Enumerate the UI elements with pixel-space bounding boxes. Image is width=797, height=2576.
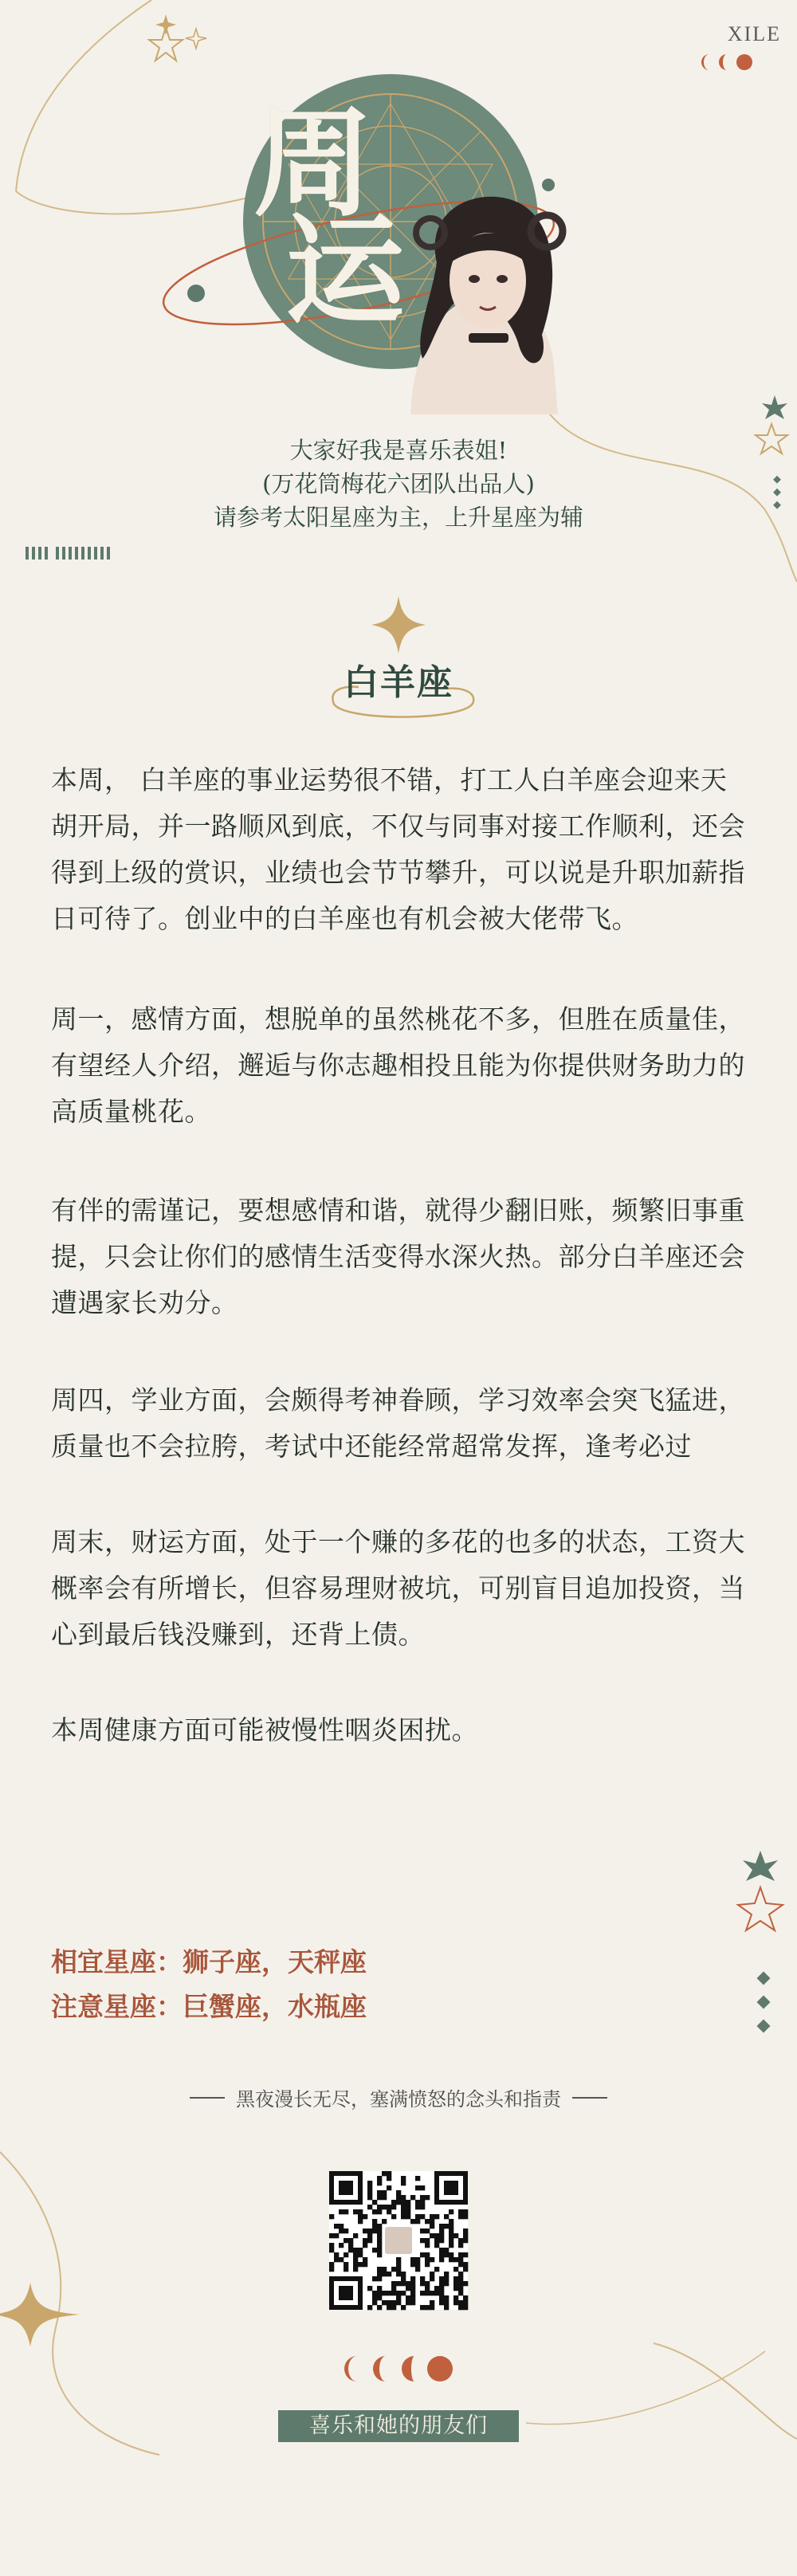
bar-pattern-left <box>26 547 110 560</box>
gold-curve-bottom-right <box>654 2343 797 2439</box>
quote-text: 黑夜漫长无尽，塞满愤怒的念头和指责 <box>236 2088 561 2111</box>
paragraph-health: 本周健康方面可能被慢性咽炎困扰。 <box>51 1714 478 1745</box>
quote-dash-right <box>572 2097 607 2099</box>
moon-phase-icon-top <box>701 53 765 72</box>
planet-dot-left <box>187 285 205 302</box>
diamond-icon-right-lower <box>757 1972 771 2033</box>
paragraph-love-single: 周一，感情方面，想脱单的虽然桃花不多，但胜在质量佳，有望经人介绍，邂逅与你志趣相投且能为你提供财务助力的高质量桃花。 <box>51 1003 745 1127</box>
paragraph-study: 周四，学业方面，会颇得考神眷顾，学习效率会突飞猛进，质量也不会拉胯，考试中还能经常超常发挥，逢考必过 <box>51 1384 745 1462</box>
gold-curve-footer <box>526 2351 765 2425</box>
intro-note: 请参考太阳星座为主，上升星座为辅 <box>213 504 583 531</box>
paragraph-career: 本周， 白羊座的事业运势很不错，打工人白羊座会迎来天胡开局，并一路顺风到底，不仅与同事对接工作顺利，还会得到上级的赏识，业绩也会节节攀升，可以说是升职加薪指日可待了。创业中的白羊座也有机会被大佬带飞。 <box>51 764 745 934</box>
sparkle-icon-center <box>371 596 426 654</box>
sign-heading <box>0 654 797 705</box>
caution-signs: 注意星座：巨蟹座，水瓶座 <box>51 1991 367 2022</box>
title-char-1: 周 <box>253 93 374 234</box>
intro-team: (万花筒梅花六团队出品人) <box>262 470 535 497</box>
sparkle-icon-bottom-left <box>0 2283 80 2346</box>
star-icon-top-left <box>149 27 206 61</box>
quote-row <box>0 2083 797 2111</box>
intro-greeting: 大家好我是喜乐表姐! <box>289 437 508 464</box>
paragraph-wealth: 周末，财运方面，处于一个赚的多花的也多的状态，工资大概率会有所增长，但容易理财被坑，可别盲目追加投资，当心到最后钱没赚到，还背上债。 <box>51 1526 745 1650</box>
moon-phase-icon-bottom <box>343 2353 454 2385</box>
gold-curve-top-left <box>16 0 151 191</box>
footer-label: 喜乐和她的朋友们 <box>278 2410 519 2442</box>
title-char-2: 运 <box>285 201 406 341</box>
quote-dash-left <box>190 2097 225 2099</box>
planet-dot-right <box>542 179 555 191</box>
sign-name: 白羊座 <box>344 662 453 703</box>
compatible-signs: 相宜星座：狮子座，天秤座 <box>51 1946 367 1977</box>
star-icon-right-lower <box>738 1851 783 1930</box>
brand-logo: XILE <box>727 22 781 45</box>
paragraph-love-couple: 有伴的需谨记，要想感情和谐，就得少翻旧账，频繁旧事重提，只会让你们的感情生活变得水深火热。部分白羊座还会遭遇家长劝分。 <box>51 1195 745 1318</box>
qr-code[interactable] <box>329 2171 468 2310</box>
